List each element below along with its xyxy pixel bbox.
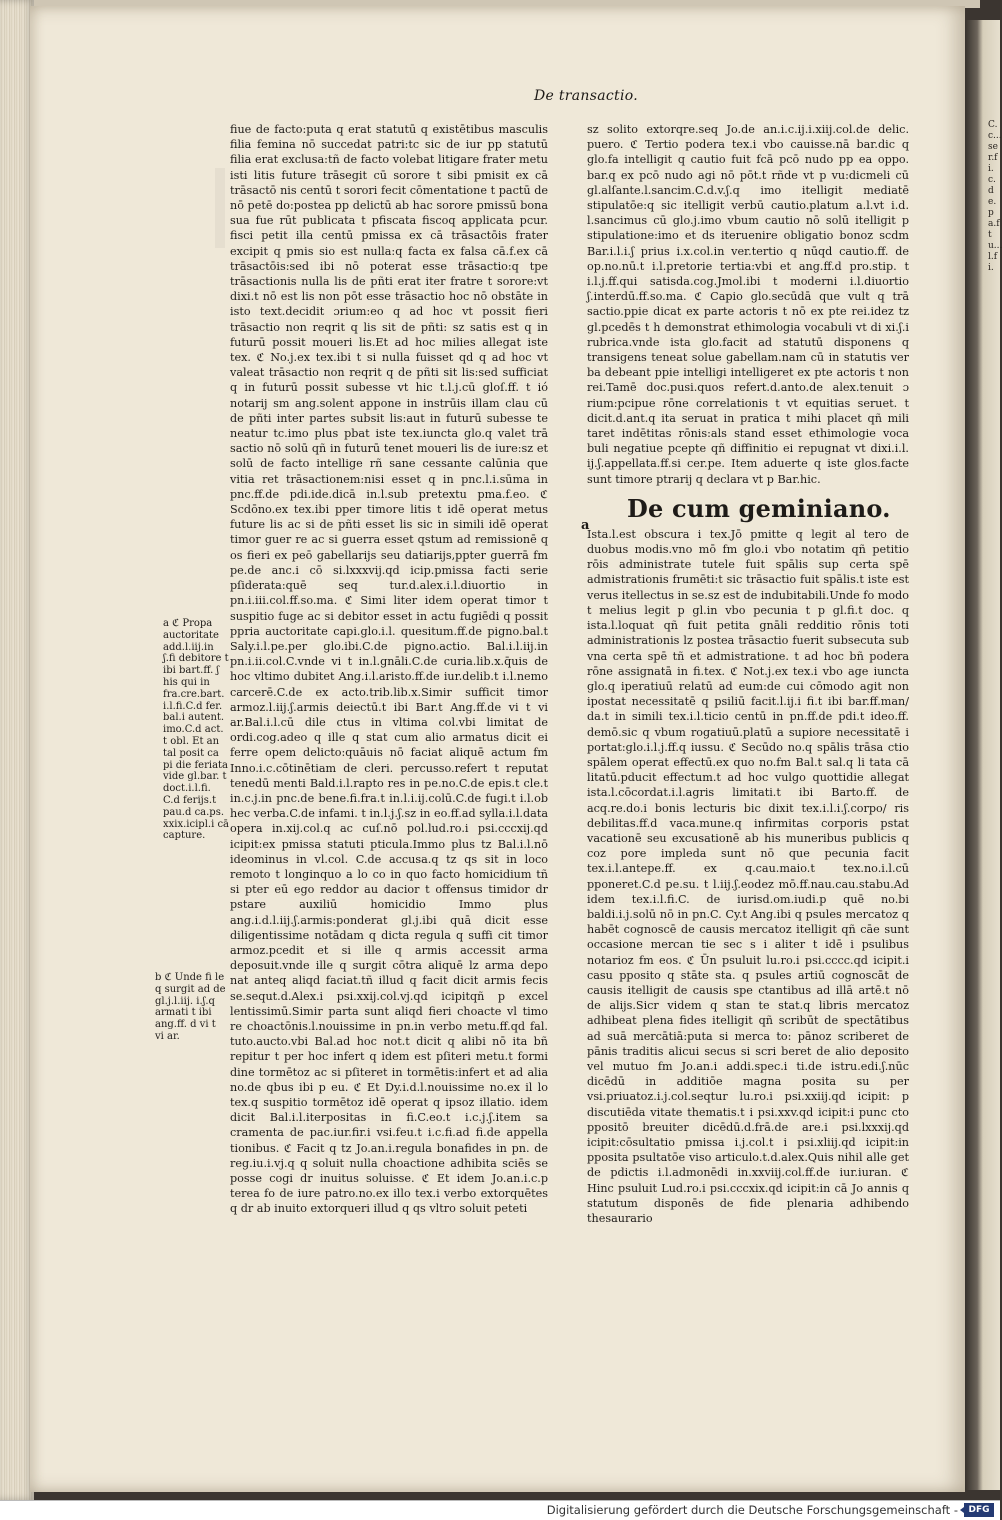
running-head: De transactio. bbox=[534, 88, 638, 104]
right-column-paragraph-top: sz solito extorqre.seq Jo.de an.i.c.ij.i.xiij.col.de delic. puero. ℭ Tertio podera tex.i vbo cauisse.nā bar.dic q glo.fa intelligit q cautio fuit fcā pcō nudo pp ea oppo. bar.q ex pcō nudo agi nō pōt.t rñde vt p vu:dicmeli cū gl.alſante.l.sancim.C.d.v.ʃ.q imo itelligit mediatē stipulatōe:q sic itelligit verbū cautio.platum a.l.vt i.d. l.sancimus cū glo.j.imo vbum cautio nō solū itelligit p stipulatione:imo et ds iteruenire obligatio bonoz scdm Bar.i.l.i.ʃ prius i.x.col.in ver.tertio q nūqd cautio.ff. de op.no.nū.t i.l.pretorie tertia:vbi et ang.ff.d pro.stip. t i.l.j.ff.qui satisda.cog.Jmol.ibi t moderni i.l.diuortio ʃ.interdū.ff.so.ma. ℭ Capio glo.secūdā que vult q trā sactio.ppie dicat ex parte actoris t nō ex pte rei.idez tz gl.pcedēs t h demonstrat ethimologia vocabuli vt di xi.ʃ.i rubrica.vnde ista glo.facit ad statutū disponens q transigens teneat solue gabellam.nam cū in statutis ver ba debeant ppie intelligi intelligeret ex pte actoris t non rei.Tamē doc.pusi.quos refert.d.anto.de alex.tenuit ɔ rium:pcipue rōne correlationis t vt equitias seruet. t dicit.d.ant.q ita seruat in pratica t mihi placet qñ mili taret indētitas rōnis:als stand esset ethimologie voca buli negatiue pcepte qñ diffinitio ei repugnat vt dixi.i.l. ij.ʃ.appellata.ff.si cer.pe. Item aduerte q iste glos.facte sunt timore ptrarij q declara vt p Bar.hic. bbox=[587, 123, 909, 486]
footer-credit-text: Digitalisierung gefördert durch die Deutsche Forschungsgemeinschaft - bbox=[546, 1503, 958, 1517]
left-column-paragraph: fiue de facto:puta q erat statutū q existētibus masculis filia femina nō succedat patri:tc sic de iur pp statutū filia erat exclusa:tñ de facto volebat litigare frater metu isti litis future trāsegit cū sorore t sibi pmisit ex cā trāsactō nis centū t sorori fecit cōmentatione t pactū de nō petē do:postea pp delictū ab hac sorore pmissū bona sua fue rūt publicata t pfiscata fiscoq applicata pcur. fisci petit illa centū pmissa ex cā trāsactōis frater excipit q pmis sio est nulla:q facta ex falsa cā.f.ex cā trāsactōis:sed ibi nō poterat esse trāsactio:q tpe trāsactionis nulla lis de pñti erat iter fratre t sorore:vt dixi.t nō est lis non pōt esse trāsactio hoc nō obstāte in isto text.decidit ɔrium:eo q ad hoc vt possit fieri trāsactio non reqrit q lis sit de pñti: sz satis est q in futurū possit moueri lis.Et ad hoc milies allegat iste tex. ℭ No.j.ex tex.ibi t si nulla fuisset qd q ad hoc vt valeat trāsactio non reqrit q de pñti sit lis:sed sufficiat q in futurū possit subesse vt hic t.l.j.cū gloſ.ff. t ió notarij sm ang.solent appone in instrūis illam clau cū de pñti inter partes subsit lis:aut in futurū subesse te neatur tc.imo plus pbat iste tex.iuncta glo.q valet trā sactio nō solū qñ in futurū tenet moueri lis de iure:sz et solū de facto intellige rñ sane cessante calūnia que vitia ret trāsactionem:nisi esset q in pnc.l.i.sūma in pnc.ff.de pdi.ide.dicā in.l.sub pretextu pma.f.eo. ℭ Scdōno.ex tex.ibi pper timore litis t idē operat metus future lis ac si de pñti esset lis sic in simili idē operat timor guer re ac si guerra esset qstum ad remissionē q os fieri ex peō gabellarijs seu datiarijs,ppter guerrā fm pe.de anc.i cō si.lxxxvij.qd icip.pmissa facti serie pſiderata:quē seq tur.d.alex.i.l.diuortio in pn.i.iii.col.ff.so.ma. ℭ Simi liter idem operat timor t suspitio fuge ac si debitor esset in actu fugiēdi q possit ppria auctoritate capi.glo.i.l. quesitum.ff.de pigno.bal.t Saly.i.l.pe.per glo.ibi.C.de pigno.actio. Bal.i.l.iij.in pn.i.ii.col.C.vnde vi t in.l.gnāli.C.de curia.lib.x.q̄uis de hoc vltimo dubitet Ang.i.l.aristo.ff.de iur.delib.t i.l.nemo carcerē.C.de ex acto.trib.lib.x.Simir sufficit timor armoz.l.iij.ʃ.armis deiectū.t ibi Bar.t Ang.ff.de vi t vi ar.Bal.i.l.cū dile ctus in vltima col.vbi limitat de ordi.cog.adeo q ille q stat cum alio armatus dicit ei ferre opem delicto:quāuis nō faciat aliquē actum fm Inno.i.c.cōtinētiam de cleri. percusso.refert t reputat tenedū menti Bald.i.l.rapto res in pe.no.C.de epis.t cle.t in.c.j.in pnc.de bene.fi.fra.t in.l.i.ij.colū.C.de fugi.t i.l.ob hec verba.C.de infami. t in.l.j.ʃ.sz in eo.ff.ad sylla.i.l.data opera in.xij.col.q ac cuſ.nō pol.lud.ro.i psi.cccxij.qd icipit:ex pmissa statuti pticula.Immo plus tz Bal.i.l.nō ideominus in vl.col. C.de accusa.q tz qs sit in loco remoto t longinquo a lo co in quo facto homicidium tñ si pter eū ego reddor au dacior t offensus timidor dr pstare auxiliū homicidio Immo plus ang.i.d.l.iij.ʃ.armis:ponderat gl.j.ibi quā dicit esse diligentissime notādam q dicta regula q suffi cit timor armoz.pcedit et si ille q armis accessit arma deposuit.vnde ille q surgit cōtra aliquē lz arma depo nat anteq aliqd faciat.tñ illud q facit dicit armis fecis se.sequt.d.Alex.i psi.xxij.col.vj.qd icipitqñ p excel lentissimū.Simir parta sunt aliqd fieri choacte vl timo re choactōnis.l.nouissime in pn.in verbo metu.ff.qd fal. tuto.aucto.vbi Bal.ad hoc not.t dicit q alibi nō ita bñ repitur t per hoc infert q idem est pſiteri metu.t formi dine tormētoz ac si pſiteret in tormētis:infert et ad alia no.de qbus ibi p eu. ℭ Et Dy.i.d.l.nouissime no.ex il lo tex.q suspitio tormētoz idē operat q ipsoz illatio. idem dicit Bal.i.l.iterpositas in fi.C.eo.t i.c.j.ʃ.item sa cramenta de pac.iur.fir.i vsi.feu.t i.c.fi.ad fi.de appella tionibus. ℭ Facit q tz Jo.an.i.regula bonafides in pn. de reg.iu.i.vj.q q soluit nulla choactione adhibita sciēs se posse cogi dr inuitus soluisse. ℭ Et idem Jo.an.i.c.p terea fo de iure patro.no.ex illo tex.i verbo extorquētes q dr ab inuito extorqueri illud q qs vltro soluit peteti bbox=[230, 123, 548, 1216]
footer-bar bbox=[0, 1500, 1000, 1520]
rubric-marker: a bbox=[581, 518, 590, 533]
right-column-paragraph-bottom: Ista.l.est obscura i tex.Jō pmitte q legit al tero de duobus modis.vno mō fm glo.i vbo notatim qñ petitio rōis administrate tutele fuit spālis sup certa spē admistrationis frumēti:t sic trāsactio fuit spālis.t iste est verus itellectus in se.sz est de indubitabili.Unde fo modo t melius legit p gl.in vbo pecunia t p gl.fi.t doc. q ista.l.loquat qñ fuit petita gnāli redditio rōnis toti administrationis lz postea trāsactio fuerit subsecuta sub vna certa spē tñ et admistratione. t ad hoc bñ podera rōne assignatā in fi.tex. ℭ Not.j.ex tex.i vbo age iuncta glo.q iperatiuū relatū ad eum:de cui cōmodo agit non ipostat necessitatē q psiliū facit.l.ij.i fi.t ibi bar.ff.man/ da.t in simili tex.i.l.ticio centū in pn.ff.de pdi.t ideo.ff. demō.sic q vbum rogatiuū.platū a supiore necessitatē i portat:glo.i.l.j.ff.q iussu. ℭ Secūdo no.q spālis trāsa ctio spālem operat effectū.ex quo no.fm Bal.t sal.q li tata cā litatū.pducit effectum.t ad hoc vulgo quottidie allegat ista.l.cōcordat.i.l.agris limitati.t ibi Barto.ff. de acq.re.do.i bonis lecturis bic dixit tex.i.l.i.ʃ.corpo/ ris debilitas.ff.d vaca.mune.q infirmitas corporis pstat vacationē seu excusationē ab his muneribus publicis q coz pore impleda sunt nō que pecunia facit tex.i.l.antepe.ff. ex q.cau.maio.t tex.no.i.l.cū pponeret.C.d pe.su. t l.iij.ʃ.eodez mō.ff.nau.cau.stabu.Ad idem tex.i.l.fi.C. de iurisd.om.iudi.p quē no.bi baldi.i.j.solū nō in pn.C. Cy.t Ang.ibi q psules mercatoz q habēt cognoscē de causis mercatoz itelligit qñ cāe sunt occasione mercan tie sec s i aliter t idē i psulibus notarioz fm eos. ℭ Ūn psuluit lu.ro.i psi.cccc.qd icipit.i casu pposito q stāte sta. q psules artiū cognoscāt de causis itelligit de causis spe ctantibus ad illā artē.t nō de alijs.Sicr videm q stan te stat.q libris mercatoz adhibeat plena fides itelligit qñ scribūt de spectātibus ad suā mercātiā:puta si merca to: pānoz scriberet de pānis traditis alicui secus si scri beret de alio deposito vel mutuo fm Jo.an.i addi.spec.i ti.de istru.edi.ʃ.nūc dicēdū in additiōe magna posita su per vsi.priuatoz.i.j.col.seqtur lu.ro.i psi.xxiij.qd icipit: p discutiēda vitate thematis.t i psi.xxv.qd icipit:i punc cto ppositō breuiter dicēdū.d.frā.de are.i psi.lxxxij.qd icipit:cōsultatio pmissa i.j.col.t i psi.xliij.qd icipit:in pposita psultatōe viso articulo.t.d.alex.Quis nihil alle get de pdictis i.l.admonēdi in.xxviij.col.ff.de iur.iuran. ℭ Hinc psuluit Lud.ro.i psi.cccxix.qd icipit:in cā Jo annis q statutum disponēs de fide plenaria adhibendo thesaurario bbox=[587, 527, 909, 1226]
left-text-column bbox=[230, 122, 548, 1217]
right-text-column bbox=[587, 122, 909, 1226]
margin-note-a: a ℭ Propa auctoritate add.l.iij.in ʃ.fi debitore t ibi bart.ff. ʃ his qui in fra.cre.bart. i.l.fi.C.d fer. bal.i autent. imo.C.d act. t obl. Et an tal posit ca pi die feriata vide gl.bar. t doct.i.l.fi. C.d ferijs.t pau.d ca.ps. xxix.icipl.i cā capture. bbox=[163, 618, 230, 842]
dfg-logo-icon[interactable]: DFG bbox=[964, 1503, 994, 1517]
margin-note-b: b ℭ Unde fi le q surgit ad de gl.j.l.iij. i.ʃ.q armati t ibi ang.ff. d vi t vi ar. bbox=[155, 972, 226, 1042]
section-rubric: De cum geminiano. bbox=[627, 493, 891, 523]
facing-page-text: C.c...ser.fi.c.de.pa.ftu...l.fi. bbox=[988, 120, 1002, 273]
book-page-edges bbox=[0, 0, 34, 1500]
ink-bleed-mark bbox=[215, 168, 225, 248]
